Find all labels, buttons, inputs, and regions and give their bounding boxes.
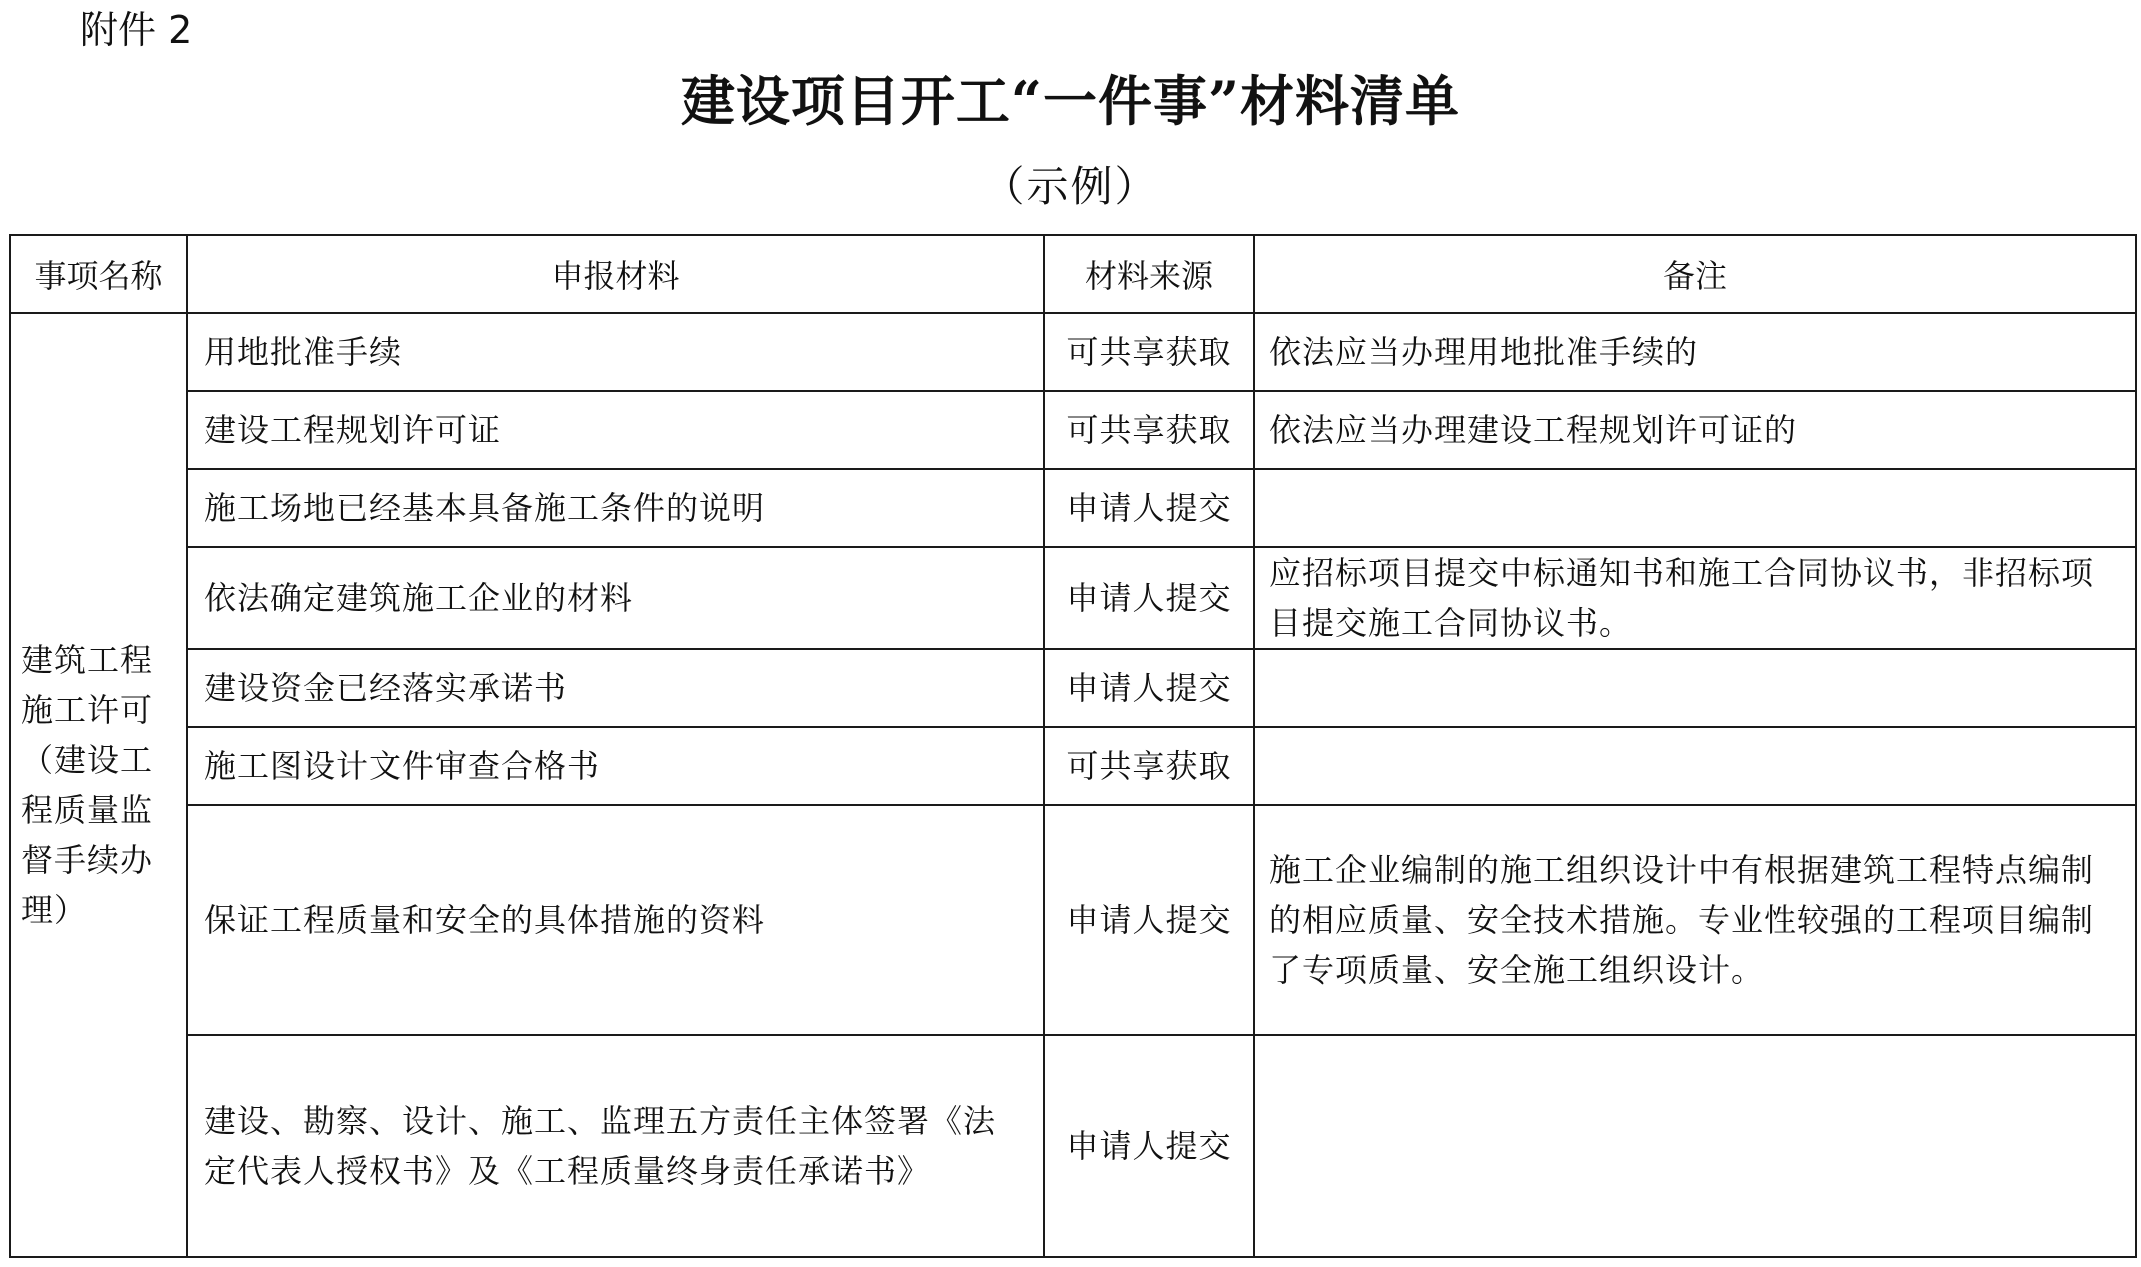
material-cell: 施工图设计文件审查合格书: [187, 727, 1044, 805]
item-name-cell: 建筑工程施工许可（建设工程质量监督手续办理）: [10, 313, 187, 1257]
table-row: [10, 727, 2136, 805]
material-cell: 保证工程质量和安全的具体措施的资料: [187, 805, 1044, 1035]
material-cell: 依法确定建筑施工企业的材料: [187, 547, 1044, 649]
source-cell: 申请人提交: [1044, 805, 1254, 1035]
header-item-name: 事项名称: [10, 235, 187, 313]
material-cell: 建设工程规划许可证: [187, 391, 1044, 469]
remark-cell: [1254, 1035, 2136, 1257]
material-cell: 建设、勘察、设计、施工、监理五方责任主体签署《法定代表人授权书》及《工程质量终身责任承诺书》: [187, 1035, 1044, 1257]
source-cell: 可共享获取: [1044, 313, 1254, 391]
table-row: [10, 313, 2136, 391]
materials-table: [9, 234, 2137, 1258]
table-row: [10, 805, 2136, 1035]
table-header-row: [10, 235, 2136, 313]
remark-cell: 应招标项目提交中标通知书和施工合同协议书，非招标项目提交施工合同协议书。: [1254, 547, 2136, 649]
remark-cell: [1254, 649, 2136, 727]
material-cell: 建设资金已经落实承诺书: [187, 649, 1044, 727]
remark-cell: [1254, 469, 2136, 547]
source-cell: 申请人提交: [1044, 547, 1254, 649]
remark-cell: 施工企业编制的施工组织设计中有根据建筑工程特点编制的相应质量、安全技术措施。专业性较强的工程项目编制了专项质量、安全施工组织设计。: [1254, 805, 2136, 1035]
remark-cell: 依法应当办理建设工程规划许可证的: [1254, 391, 2136, 469]
material-cell: 施工场地已经基本具备施工条件的说明: [187, 469, 1044, 547]
source-cell: 申请人提交: [1044, 649, 1254, 727]
document-subtitle: （示例）: [982, 162, 1159, 211]
attachment-label: 附件 2: [80, 8, 193, 52]
table-row: [10, 649, 2136, 727]
table-row: [10, 469, 2136, 547]
document-title: 建设项目开工“一件事”材料清单: [680, 69, 1461, 133]
source-cell: 申请人提交: [1044, 1035, 1254, 1257]
table-row: [10, 1035, 2136, 1257]
table-row: [10, 391, 2136, 469]
remark-cell: [1254, 727, 2136, 805]
source-cell: 申请人提交: [1044, 469, 1254, 547]
table-row: [10, 547, 2136, 649]
header-material: 申报材料: [187, 235, 1044, 313]
remark-cell: 依法应当办理用地批准手续的: [1254, 313, 2136, 391]
header-source: 材料来源: [1044, 235, 1254, 313]
material-cell: 用地批准手续: [187, 313, 1044, 391]
header-remark: 备注: [1254, 235, 2136, 313]
source-cell: 可共享获取: [1044, 391, 1254, 469]
source-cell: 可共享获取: [1044, 727, 1254, 805]
